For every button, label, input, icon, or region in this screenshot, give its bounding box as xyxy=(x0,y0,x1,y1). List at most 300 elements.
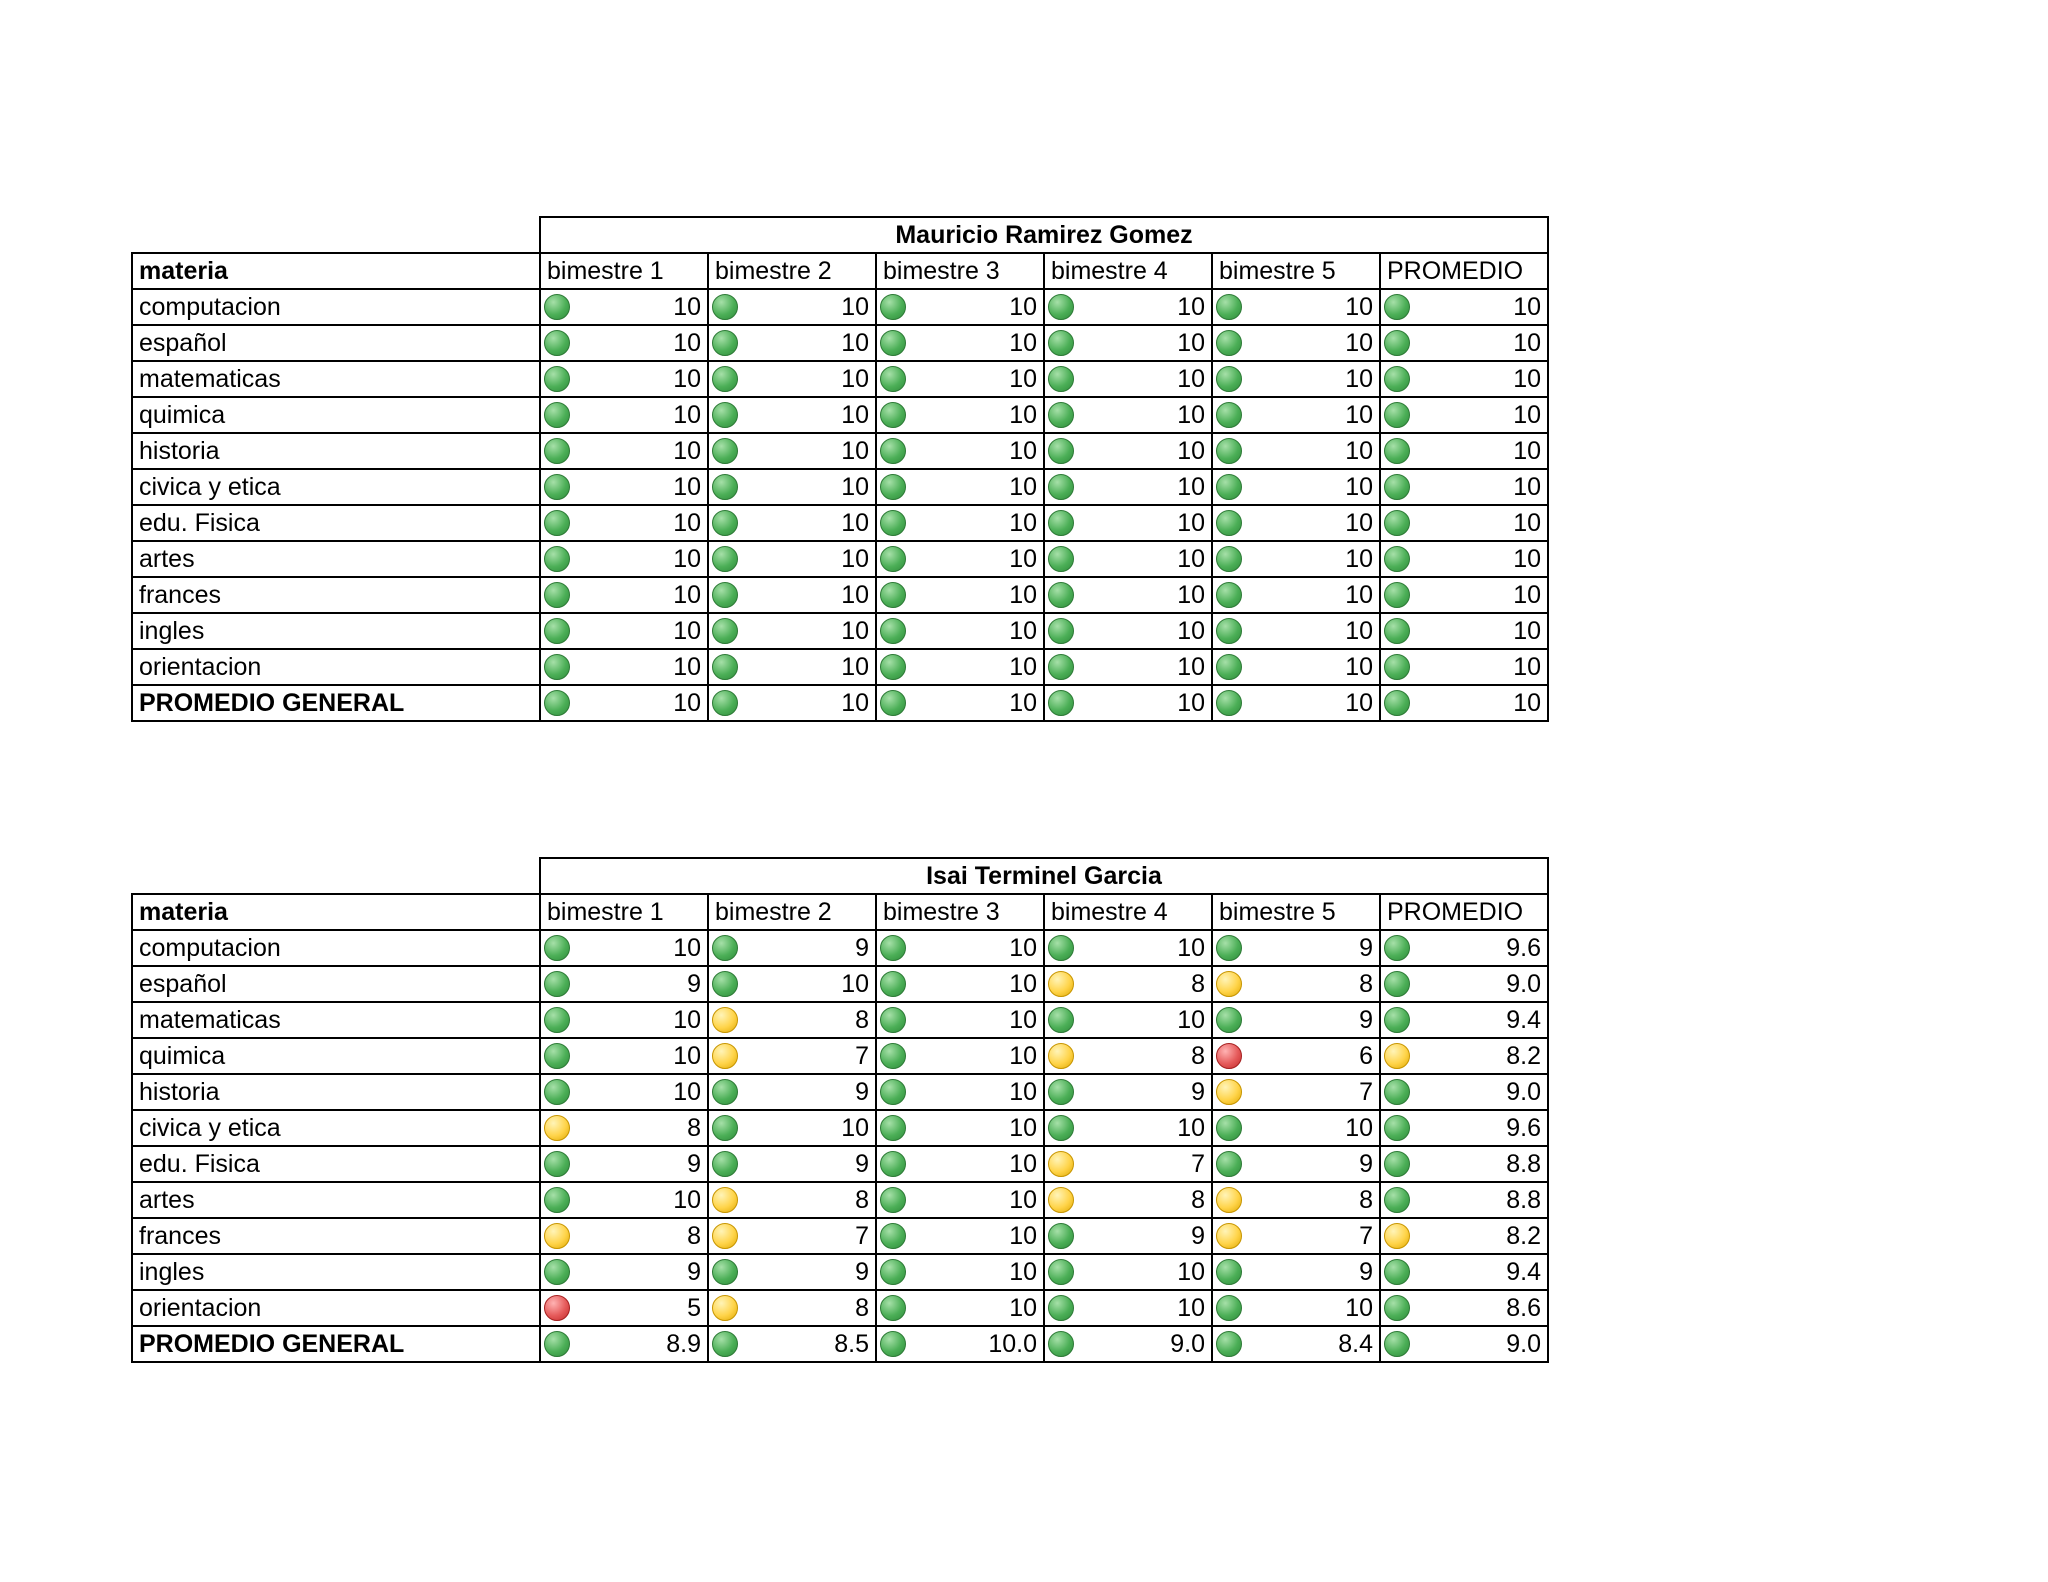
status-dot-icon xyxy=(880,1331,906,1357)
grade-cell xyxy=(540,685,708,721)
grade-cell xyxy=(540,361,708,397)
grade-cell xyxy=(876,325,1044,361)
status-dot-icon xyxy=(880,330,906,356)
grade-value: 8 xyxy=(687,1114,701,1142)
status-dot-icon xyxy=(544,510,570,536)
grade-value: 10 xyxy=(841,365,869,393)
grade-cell xyxy=(708,613,876,649)
grade-value: 9.0 xyxy=(1506,1330,1541,1358)
grade-cell xyxy=(1212,966,1380,1002)
grade-value: 10 xyxy=(1009,1186,1037,1214)
column-header: bimestre 1 xyxy=(540,253,708,289)
table-row xyxy=(132,1254,1548,1290)
grade-value: 9 xyxy=(1191,1222,1205,1250)
grade-value: 9 xyxy=(687,1150,701,1178)
status-dot-icon xyxy=(712,402,738,428)
grade-cell xyxy=(876,613,1044,649)
grade-value: 10 xyxy=(841,1114,869,1142)
status-dot-icon xyxy=(544,546,570,572)
grade-cell xyxy=(708,361,876,397)
grade-cell xyxy=(1380,505,1548,541)
status-dot-icon xyxy=(544,402,570,428)
grade-cell xyxy=(1380,1110,1548,1146)
status-dot-icon xyxy=(544,1007,570,1033)
grade-value: 10 xyxy=(673,689,701,717)
grade-value: 10 xyxy=(841,653,869,681)
status-dot-icon xyxy=(544,935,570,961)
grade-cell xyxy=(540,505,708,541)
status-dot-icon xyxy=(712,1079,738,1105)
status-dot-icon xyxy=(1048,1187,1074,1213)
status-dot-icon xyxy=(544,1331,570,1357)
status-dot-icon xyxy=(1048,1115,1074,1141)
status-dot-icon xyxy=(1216,1007,1242,1033)
grade-cell xyxy=(1380,289,1548,325)
grade-value: 10 xyxy=(1177,1006,1205,1034)
grade-value: 10 xyxy=(1009,293,1037,321)
table-row xyxy=(132,397,1548,433)
grade-cell xyxy=(540,613,708,649)
grade-cell xyxy=(708,966,876,1002)
grade-value: 10 xyxy=(673,365,701,393)
status-dot-icon xyxy=(1384,1187,1410,1213)
status-dot-icon xyxy=(1216,366,1242,392)
table-row xyxy=(132,930,1548,966)
grade-cell xyxy=(1044,1074,1212,1110)
grade-cell xyxy=(1212,930,1380,966)
status-dot-icon xyxy=(712,1115,738,1141)
grade-value: 10 xyxy=(841,970,869,998)
grade-value: 8.9 xyxy=(666,1330,701,1358)
grade-cell xyxy=(540,541,708,577)
status-dot-icon xyxy=(880,438,906,464)
grade-cell xyxy=(1044,1038,1212,1074)
grade-value: 9 xyxy=(855,934,869,962)
grade-value: 10 xyxy=(1513,689,1541,717)
grade-value: 10 xyxy=(673,437,701,465)
grade-cell xyxy=(1044,1002,1212,1038)
status-dot-icon xyxy=(712,1331,738,1357)
status-dot-icon xyxy=(880,690,906,716)
grade-cell xyxy=(708,1218,876,1254)
grade-value: 10 xyxy=(1009,653,1037,681)
status-dot-icon xyxy=(1048,690,1074,716)
grade-cell xyxy=(1044,541,1212,577)
grade-cell xyxy=(1212,505,1380,541)
status-dot-icon xyxy=(1048,1043,1074,1069)
grade-cell xyxy=(540,325,708,361)
grade-cell xyxy=(540,1326,708,1362)
grade-value: 10 xyxy=(1345,437,1373,465)
status-dot-icon xyxy=(880,935,906,961)
subject-cell: español xyxy=(132,325,540,361)
grade-cell xyxy=(876,1254,1044,1290)
subject-cell: civica y etica xyxy=(132,1110,540,1146)
grade-cell xyxy=(1212,1182,1380,1218)
grade-value: 10 xyxy=(1009,365,1037,393)
status-dot-icon xyxy=(1216,971,1242,997)
grade-cell xyxy=(1212,1074,1380,1110)
status-dot-icon xyxy=(544,1079,570,1105)
status-dot-icon xyxy=(712,510,738,536)
grade-cell xyxy=(1380,397,1548,433)
status-dot-icon xyxy=(544,1295,570,1321)
status-dot-icon xyxy=(544,582,570,608)
subject-cell: frances xyxy=(132,577,540,613)
empty-cell xyxy=(132,217,540,253)
status-dot-icon xyxy=(1384,1151,1410,1177)
grade-value: 10 xyxy=(1009,437,1037,465)
grade-cell xyxy=(1044,505,1212,541)
status-dot-icon xyxy=(1384,618,1410,644)
grade-cell xyxy=(540,1002,708,1038)
grade-value: 10 xyxy=(1513,617,1541,645)
grade-cell xyxy=(1212,1002,1380,1038)
status-dot-icon xyxy=(712,438,738,464)
header-materia: materia xyxy=(132,894,540,930)
column-header: bimestre 4 xyxy=(1044,253,1212,289)
grade-cell xyxy=(708,469,876,505)
grade-cell xyxy=(540,1074,708,1110)
grade-cell xyxy=(1380,685,1548,721)
grade-value: 10 xyxy=(1513,437,1541,465)
grade-value: 7 xyxy=(1359,1078,1373,1106)
grade-value: 8 xyxy=(1359,970,1373,998)
status-dot-icon xyxy=(1048,474,1074,500)
status-dot-icon xyxy=(712,971,738,997)
status-dot-icon xyxy=(1384,546,1410,572)
grade-value: 10 xyxy=(1345,689,1373,717)
status-dot-icon xyxy=(1048,1079,1074,1105)
subject-cell: quimica xyxy=(132,1038,540,1074)
grade-cell xyxy=(1044,1326,1212,1362)
status-dot-icon xyxy=(1048,438,1074,464)
grade-cell xyxy=(1212,1218,1380,1254)
status-dot-icon xyxy=(1048,1331,1074,1357)
grade-cell xyxy=(1380,1182,1548,1218)
grade-cell xyxy=(1212,649,1380,685)
column-header: PROMEDIO xyxy=(1380,894,1548,930)
grade-value: 10 xyxy=(1009,1150,1037,1178)
grade-value: 8.8 xyxy=(1506,1150,1541,1178)
status-dot-icon xyxy=(712,1043,738,1069)
grade-cell xyxy=(1212,325,1380,361)
grade-cell xyxy=(1212,433,1380,469)
grade-value: 10 xyxy=(673,293,701,321)
status-dot-icon xyxy=(1384,366,1410,392)
grade-value: 10 xyxy=(841,293,869,321)
grade-cell xyxy=(540,469,708,505)
grade-value: 10 xyxy=(1345,365,1373,393)
grades-table-isai xyxy=(131,857,1549,1363)
grade-cell xyxy=(876,433,1044,469)
grade-cell xyxy=(540,1182,708,1218)
grade-cell xyxy=(1212,1326,1380,1362)
status-dot-icon xyxy=(880,1043,906,1069)
status-dot-icon xyxy=(1216,654,1242,680)
grade-cell xyxy=(708,1074,876,1110)
header-row xyxy=(132,253,1548,289)
status-dot-icon xyxy=(1048,935,1074,961)
grade-value: 10 xyxy=(1009,509,1037,537)
status-dot-icon xyxy=(880,510,906,536)
grade-cell xyxy=(708,1146,876,1182)
status-dot-icon xyxy=(1384,474,1410,500)
grade-value: 10 xyxy=(673,329,701,357)
grade-cell xyxy=(876,1218,1044,1254)
grade-cell xyxy=(1380,361,1548,397)
grade-value: 10 xyxy=(673,1186,701,1214)
grade-cell xyxy=(708,397,876,433)
subject-cell: historia xyxy=(132,433,540,469)
grade-cell xyxy=(1044,577,1212,613)
grade-cell xyxy=(1380,541,1548,577)
grade-value: 10 xyxy=(1513,509,1541,537)
subject-cell: historia xyxy=(132,1074,540,1110)
status-dot-icon xyxy=(544,690,570,716)
column-header: bimestre 5 xyxy=(1212,253,1380,289)
grade-value: 8.8 xyxy=(1506,1186,1541,1214)
grade-value: 10 xyxy=(673,1006,701,1034)
status-dot-icon xyxy=(712,330,738,356)
status-dot-icon xyxy=(712,582,738,608)
table-row xyxy=(132,289,1548,325)
grade-cell xyxy=(540,1038,708,1074)
grade-cell xyxy=(708,505,876,541)
status-dot-icon xyxy=(880,971,906,997)
grade-value: 9.0 xyxy=(1506,970,1541,998)
subject-cell: edu. Fisica xyxy=(132,505,540,541)
grade-cell xyxy=(1380,1038,1548,1074)
status-dot-icon xyxy=(544,1187,570,1213)
grade-cell xyxy=(1380,1074,1548,1110)
status-dot-icon xyxy=(1048,366,1074,392)
status-dot-icon xyxy=(712,654,738,680)
status-dot-icon xyxy=(712,618,738,644)
grade-cell xyxy=(1212,469,1380,505)
table-row xyxy=(132,361,1548,397)
subject-cell: matematicas xyxy=(132,361,540,397)
column-header: bimestre 4 xyxy=(1044,894,1212,930)
status-dot-icon xyxy=(712,1223,738,1249)
grade-value: 10 xyxy=(1009,1222,1037,1250)
grade-cell xyxy=(540,433,708,469)
column-header: bimestre 3 xyxy=(876,253,1044,289)
grade-cell xyxy=(1380,1146,1548,1182)
grade-cell xyxy=(1044,1218,1212,1254)
summary-row xyxy=(132,685,1548,721)
grades-table-mauricio xyxy=(131,216,1549,722)
grade-value: 8.2 xyxy=(1506,1222,1541,1250)
status-dot-icon xyxy=(880,294,906,320)
grade-cell xyxy=(1212,685,1380,721)
subject-cell: civica y etica xyxy=(132,469,540,505)
status-dot-icon xyxy=(1048,546,1074,572)
grade-value: 10 xyxy=(1009,617,1037,645)
table-row xyxy=(132,1038,1548,1074)
grade-value: 9.4 xyxy=(1506,1006,1541,1034)
grade-cell xyxy=(540,1218,708,1254)
grade-cell xyxy=(708,1254,876,1290)
grade-value: 10 xyxy=(1513,653,1541,681)
grade-value: 10 xyxy=(1345,545,1373,573)
column-header: bimestre 1 xyxy=(540,894,708,930)
subject-cell: matematicas xyxy=(132,1002,540,1038)
status-dot-icon xyxy=(1216,935,1242,961)
subject-cell: quimica xyxy=(132,397,540,433)
grade-cell xyxy=(876,577,1044,613)
grade-cell xyxy=(708,1182,876,1218)
subject-cell: artes xyxy=(132,1182,540,1218)
grade-value: 10 xyxy=(1177,401,1205,429)
status-dot-icon xyxy=(1384,1115,1410,1141)
grade-cell xyxy=(1212,613,1380,649)
status-dot-icon xyxy=(712,1007,738,1033)
grade-cell xyxy=(876,649,1044,685)
grade-value: 10 xyxy=(1177,1294,1205,1322)
grade-cell xyxy=(1044,469,1212,505)
grade-value: 9.0 xyxy=(1170,1330,1205,1358)
status-dot-icon xyxy=(1216,546,1242,572)
grade-value: 10 xyxy=(1177,581,1205,609)
grade-value: 10 xyxy=(1177,653,1205,681)
grade-cell xyxy=(876,541,1044,577)
status-dot-icon xyxy=(1048,1151,1074,1177)
grade-value: 10 xyxy=(1009,329,1037,357)
grade-cell xyxy=(1212,361,1380,397)
grade-value: 10 xyxy=(1009,1042,1037,1070)
status-dot-icon xyxy=(1216,1295,1242,1321)
status-dot-icon xyxy=(1384,935,1410,961)
grade-value: 10 xyxy=(673,1042,701,1070)
grade-cell xyxy=(1044,649,1212,685)
grade-cell xyxy=(540,289,708,325)
grade-cell xyxy=(1044,613,1212,649)
grade-cell xyxy=(708,289,876,325)
grade-cell xyxy=(876,289,1044,325)
status-dot-icon xyxy=(1216,582,1242,608)
status-dot-icon xyxy=(1048,294,1074,320)
status-dot-icon xyxy=(712,1151,738,1177)
grade-value: 9 xyxy=(687,1258,701,1286)
grade-value: 9 xyxy=(687,970,701,998)
grade-value: 8.2 xyxy=(1506,1042,1541,1070)
grade-cell xyxy=(708,1290,876,1326)
grade-cell xyxy=(1380,1002,1548,1038)
grade-value: 6 xyxy=(1359,1042,1373,1070)
grade-cell xyxy=(540,649,708,685)
grade-cell xyxy=(1380,1326,1548,1362)
grade-cell xyxy=(540,397,708,433)
subject-cell: PROMEDIO GENERAL xyxy=(132,685,540,721)
grade-cell xyxy=(1044,1146,1212,1182)
table-row xyxy=(132,1074,1548,1110)
status-dot-icon xyxy=(1048,1295,1074,1321)
status-dot-icon xyxy=(1048,330,1074,356)
grade-value: 10 xyxy=(841,617,869,645)
grade-value: 10 xyxy=(1177,689,1205,717)
grade-cell xyxy=(540,1146,708,1182)
status-dot-icon xyxy=(1216,1079,1242,1105)
status-dot-icon xyxy=(880,618,906,644)
grade-cell xyxy=(1380,1254,1548,1290)
student-title-row xyxy=(132,217,1548,253)
status-dot-icon xyxy=(712,366,738,392)
status-dot-icon xyxy=(1216,1115,1242,1141)
grade-cell xyxy=(708,433,876,469)
grade-cell xyxy=(876,930,1044,966)
status-dot-icon xyxy=(712,474,738,500)
status-dot-icon xyxy=(1216,1259,1242,1285)
grade-cell xyxy=(1380,930,1548,966)
grade-value: 7 xyxy=(1359,1222,1373,1250)
status-dot-icon xyxy=(544,294,570,320)
grade-cell xyxy=(1212,289,1380,325)
grade-value: 10 xyxy=(1345,473,1373,501)
grade-value: 10 xyxy=(1345,401,1373,429)
table-row xyxy=(132,469,1548,505)
grade-value: 9 xyxy=(1359,934,1373,962)
status-dot-icon xyxy=(1384,402,1410,428)
grade-value: 8 xyxy=(1359,1186,1373,1214)
status-dot-icon xyxy=(544,1115,570,1141)
table-row xyxy=(132,649,1548,685)
grade-value: 10 xyxy=(841,509,869,537)
grade-value: 10 xyxy=(1513,581,1541,609)
table-row xyxy=(132,1146,1548,1182)
status-dot-icon xyxy=(712,294,738,320)
grade-cell xyxy=(876,1290,1044,1326)
column-header: bimestre 5 xyxy=(1212,894,1380,930)
grade-cell xyxy=(708,930,876,966)
grade-cell xyxy=(1044,325,1212,361)
status-dot-icon xyxy=(1384,1331,1410,1357)
grade-value: 10 xyxy=(1177,365,1205,393)
grade-value: 10 xyxy=(1345,1294,1373,1322)
subject-cell: orientacion xyxy=(132,649,540,685)
status-dot-icon xyxy=(544,1259,570,1285)
grade-value: 8.5 xyxy=(834,1330,869,1358)
grade-cell xyxy=(540,1110,708,1146)
grade-cell xyxy=(1044,1254,1212,1290)
status-dot-icon xyxy=(1384,1007,1410,1033)
status-dot-icon xyxy=(1384,690,1410,716)
column-header: PROMEDIO xyxy=(1380,253,1548,289)
status-dot-icon xyxy=(712,546,738,572)
status-dot-icon xyxy=(880,546,906,572)
grade-value: 10 xyxy=(1009,581,1037,609)
grade-value: 10 xyxy=(1009,1078,1037,1106)
grade-value: 10 xyxy=(1345,329,1373,357)
student-name: Isai Terminel Garcia xyxy=(540,858,1548,894)
grade-value: 10 xyxy=(673,545,701,573)
status-dot-icon xyxy=(880,1259,906,1285)
grade-value: 10 xyxy=(841,473,869,501)
grade-value: 10 xyxy=(1177,437,1205,465)
grade-cell xyxy=(1380,325,1548,361)
grade-cell xyxy=(876,1038,1044,1074)
grade-value: 9 xyxy=(1359,1258,1373,1286)
status-dot-icon xyxy=(712,1259,738,1285)
column-header: bimestre 2 xyxy=(708,253,876,289)
grade-cell xyxy=(708,1002,876,1038)
grade-value: 10 xyxy=(1345,293,1373,321)
status-dot-icon xyxy=(1384,438,1410,464)
status-dot-icon xyxy=(1384,582,1410,608)
grade-cell xyxy=(1380,1218,1548,1254)
grade-cell xyxy=(876,469,1044,505)
grade-cell xyxy=(1380,433,1548,469)
